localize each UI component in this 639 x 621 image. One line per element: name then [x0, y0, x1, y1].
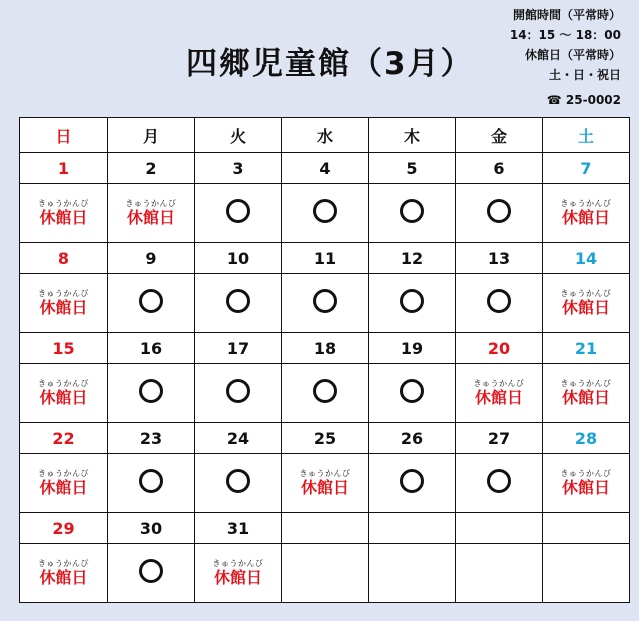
calendar-table	[19, 117, 630, 603]
open-circle-icon	[226, 199, 250, 223]
day-number	[282, 513, 369, 544]
day-number: 5	[369, 153, 456, 184]
day-status-cell	[282, 544, 369, 603]
day-status-cell	[456, 364, 543, 423]
closed-furigana: きゅうかんび	[38, 468, 89, 478]
closed-text: 休館日	[561, 387, 610, 407]
status-row	[20, 544, 630, 603]
day-status-cell	[369, 454, 456, 513]
day-number: 2	[108, 153, 195, 184]
day-status-cell	[195, 184, 282, 243]
hours-info	[510, 5, 621, 85]
day-number: 6	[456, 153, 543, 184]
open-circle-icon	[313, 379, 337, 403]
day-number: 30	[108, 513, 195, 544]
closed-furigana: きゅうかんび	[473, 378, 525, 388]
weekday-header-row	[20, 118, 630, 153]
closed-furigana: きゅうかんび	[560, 378, 612, 388]
open-circle-icon	[400, 469, 424, 493]
open-circle-icon	[226, 379, 250, 403]
closed-days-label: 休館日（平常時）	[524, 48, 621, 62]
phone-number: ☎ 25-0002	[546, 93, 621, 107]
open-circle-icon	[226, 289, 250, 313]
day-number: 23	[108, 423, 195, 454]
day-status-cell	[282, 274, 369, 333]
open-circle-icon	[400, 199, 424, 223]
open-circle-icon	[487, 199, 511, 223]
open-circle-icon	[487, 469, 511, 493]
day-number: 12	[369, 243, 456, 274]
day-status-cell	[20, 544, 108, 603]
weekday-header: 木	[369, 118, 456, 153]
hours-label: 開館時間（平常時）	[512, 8, 621, 22]
day-number: 7	[543, 153, 630, 184]
closed-label	[38, 560, 89, 586]
day-number: 15	[20, 333, 108, 364]
closed-furigana: きゅうかんび	[560, 468, 612, 478]
day-number: 1	[20, 153, 108, 184]
day-status-cell	[456, 454, 543, 513]
day-status-cell	[195, 364, 282, 423]
open-circle-icon	[487, 289, 511, 313]
open-circle-icon	[139, 379, 163, 403]
day-status-cell	[369, 274, 456, 333]
closed-text: 休館日	[126, 207, 175, 227]
day-number: 19	[369, 333, 456, 364]
closed-label	[38, 380, 89, 406]
day-number: 24	[195, 423, 282, 454]
open-circle-icon	[139, 559, 163, 583]
day-status-cell	[195, 544, 282, 603]
day-status-cell	[20, 274, 108, 333]
closed-label	[561, 470, 612, 496]
day-number-row	[20, 333, 630, 364]
closed-label	[561, 380, 612, 406]
day-status-cell	[20, 454, 108, 513]
day-status-cell	[282, 454, 369, 513]
day-number: 11	[282, 243, 369, 274]
closed-label	[300, 470, 351, 496]
weekday-header: 水	[282, 118, 369, 153]
closed-text: 休館日	[561, 207, 610, 227]
day-status-cell	[369, 544, 456, 603]
day-number: 4	[282, 153, 369, 184]
closed-text: 休館日	[213, 567, 262, 587]
closed-furigana: きゅうかんび	[38, 288, 89, 298]
day-status-cell	[195, 454, 282, 513]
day-status-cell	[20, 364, 108, 423]
day-number: 28	[543, 423, 630, 454]
status-row	[20, 364, 630, 423]
day-status-cell	[543, 454, 630, 513]
open-circle-icon	[226, 469, 250, 493]
closed-furigana: きゅうかんび	[125, 198, 177, 208]
day-status-cell	[108, 544, 195, 603]
closed-days-value: 土・日・祝日	[548, 68, 621, 82]
day-number: 17	[195, 333, 282, 364]
day-number	[456, 513, 543, 544]
closed-label	[561, 200, 612, 226]
day-status-cell	[108, 454, 195, 513]
day-number: 25	[282, 423, 369, 454]
day-status-cell	[20, 184, 108, 243]
closed-text: 休館日	[39, 297, 88, 317]
weekday-header: 土	[543, 118, 630, 153]
day-number: 29	[20, 513, 108, 544]
day-status-cell	[456, 274, 543, 333]
weekday-header: 日	[20, 118, 108, 153]
open-circle-icon	[313, 289, 337, 313]
day-number: 8	[20, 243, 108, 274]
open-circle-icon	[400, 379, 424, 403]
day-number-row	[20, 153, 630, 184]
closed-furigana: きゅうかんび	[560, 288, 612, 298]
day-number	[543, 513, 630, 544]
open-circle-icon	[139, 469, 163, 493]
day-number: 16	[108, 333, 195, 364]
day-status-cell	[543, 544, 630, 603]
day-status-cell	[369, 364, 456, 423]
closed-label	[561, 290, 612, 316]
day-status-cell	[195, 274, 282, 333]
day-number-row	[20, 423, 630, 454]
closed-text: 休館日	[39, 207, 88, 227]
open-circle-icon	[139, 289, 163, 313]
day-status-cell	[282, 184, 369, 243]
closed-furigana: きゅうかんび	[38, 378, 89, 388]
closed-text: 休館日	[300, 477, 349, 497]
day-number: 13	[456, 243, 543, 274]
closed-label	[38, 470, 89, 496]
closed-furigana: きゅうかんび	[38, 558, 89, 568]
status-row	[20, 454, 630, 513]
closed-text: 休館日	[39, 567, 88, 587]
closed-text: 休館日	[561, 477, 610, 497]
closed-text: 休館日	[561, 297, 610, 317]
day-number: 21	[543, 333, 630, 364]
day-status-cell	[108, 274, 195, 333]
closed-label	[38, 290, 89, 316]
day-number: 27	[456, 423, 543, 454]
day-number: 18	[282, 333, 369, 364]
status-row	[20, 184, 630, 243]
day-number: 14	[543, 243, 630, 274]
status-row	[20, 274, 630, 333]
day-number: 31	[195, 513, 282, 544]
day-number-row	[20, 513, 630, 544]
page-title: 四郷児童館（3月）	[186, 46, 474, 82]
day-status-cell	[108, 364, 195, 423]
weekday-header: 火	[195, 118, 282, 153]
closed-furigana: きゅうかんび	[38, 198, 89, 208]
day-status-cell	[456, 184, 543, 243]
weekday-header: 月	[108, 118, 195, 153]
day-status-cell	[543, 364, 630, 423]
day-number: 9	[108, 243, 195, 274]
hours-value: 14：15 ～ 18：00	[509, 28, 621, 42]
closed-text: 休館日	[474, 387, 523, 407]
day-number	[369, 513, 456, 544]
closed-label	[474, 380, 525, 406]
day-status-cell	[369, 184, 456, 243]
closed-text: 休館日	[39, 387, 88, 407]
day-number: 26	[369, 423, 456, 454]
day-status-cell	[543, 274, 630, 333]
closed-label	[38, 200, 89, 226]
closed-furigana: きゅうかんび	[212, 558, 264, 568]
day-status-cell	[282, 364, 369, 423]
day-number: 20	[456, 333, 543, 364]
day-number: 22	[20, 423, 108, 454]
open-circle-icon	[400, 289, 424, 313]
day-number: 3	[195, 153, 282, 184]
closed-furigana: きゅうかんび	[560, 198, 612, 208]
closed-furigana: きゅうかんび	[299, 468, 351, 478]
open-circle-icon	[313, 199, 337, 223]
closed-label	[126, 200, 177, 226]
day-number: 10	[195, 243, 282, 274]
day-status-cell	[456, 544, 543, 603]
closed-label	[213, 560, 264, 586]
day-number-row	[20, 243, 630, 274]
day-status-cell	[108, 184, 195, 243]
weekday-header: 金	[456, 118, 543, 153]
closed-text: 休館日	[39, 477, 88, 497]
day-status-cell	[543, 184, 630, 243]
